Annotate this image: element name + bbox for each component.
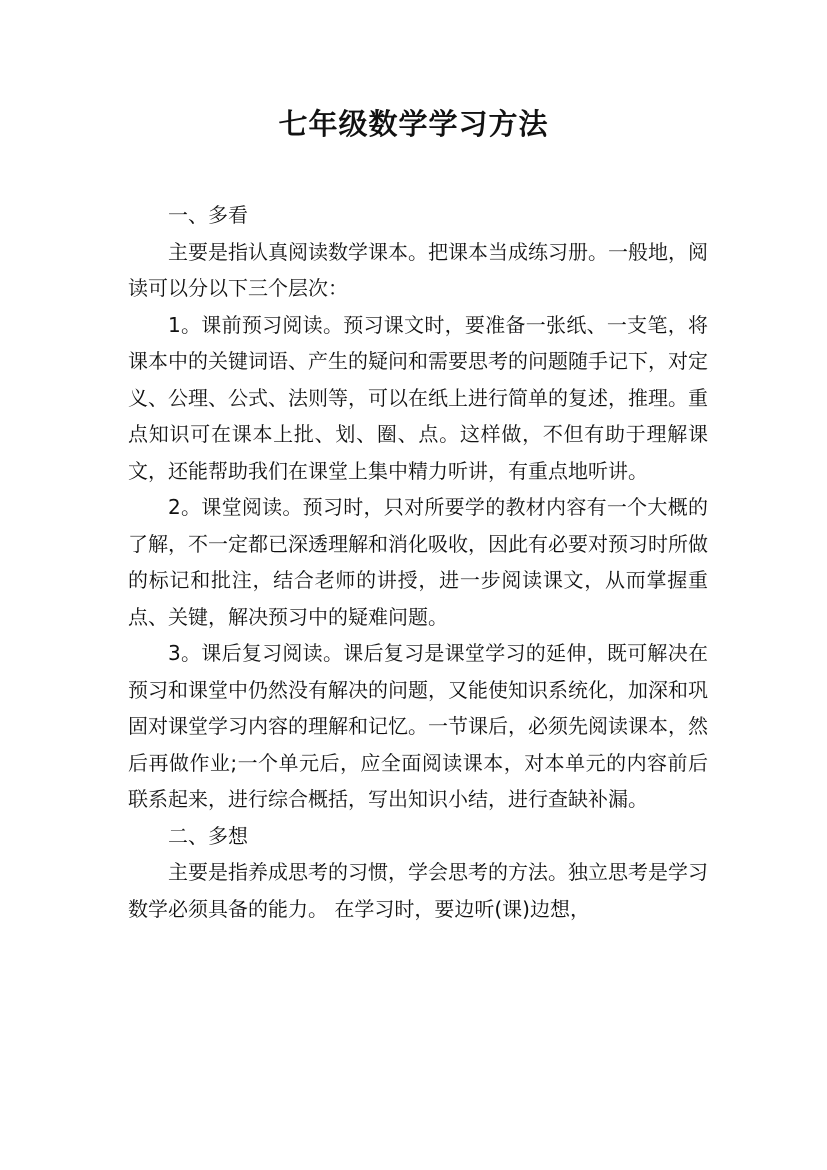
paragraph-preview-reading: 1。课前预习阅读。预习课文时，要准备一张纸、一支笔，将课本中的关键词语、产生的疑问和需要思考的问题随手记下，对定义、公理、公式、法则等，可以在纸上进行简单的复述，推理。重点知识可在课本上批、划、圈、点。这样做，不但有助于理解课文，还能帮助我们在课堂上集中精力听讲，有重点地听讲。: [128, 312, 708, 483]
document-title: 七年级数学学习方法: [278, 107, 549, 141]
section-heading-look-more: 一、多看: [168, 203, 248, 227]
paragraph-review-reading: 3。课后复习阅读。课后复习是课堂学习的延伸，既可解决在预习和课堂中仍然没有解决的问题，又能使知识系统化，加深和巩固对课堂学习内容的理解和记忆。一节课后，必须先阅读课本，然后再做作业;一个单元后，应全面阅读课本，对本单元的内容前后联系起来，进行综合概括，写出知识小结，进行查缺补漏。: [128, 641, 708, 811]
document-body: [128, 197, 708, 927]
section-heading-think-more: 二、多想: [168, 823, 248, 848]
paragraph-classroom-reading: 2。课堂阅读。预习时，只对所要学的教材内容有一个大概的了解，不一定都已深透理解和消化吸收，因此有必要对预习时所做的标记和批注，结合老师的讲授，进一步阅读课文，从而掌握重点、关键，解决预习中的疑难问题。: [128, 495, 708, 629]
paragraph-intro-reading: 主要是指认真阅读数学课本。把课本当成练习册。一般地，阅读可以分以下三个层次：: [128, 239, 708, 300]
paragraph-thinking-habit: 主要是指养成思考的习惯，学会思考的方法。独立思考是学习数学必须具备的能力。 在学习时，要边听(课)边想，: [128, 860, 708, 921]
